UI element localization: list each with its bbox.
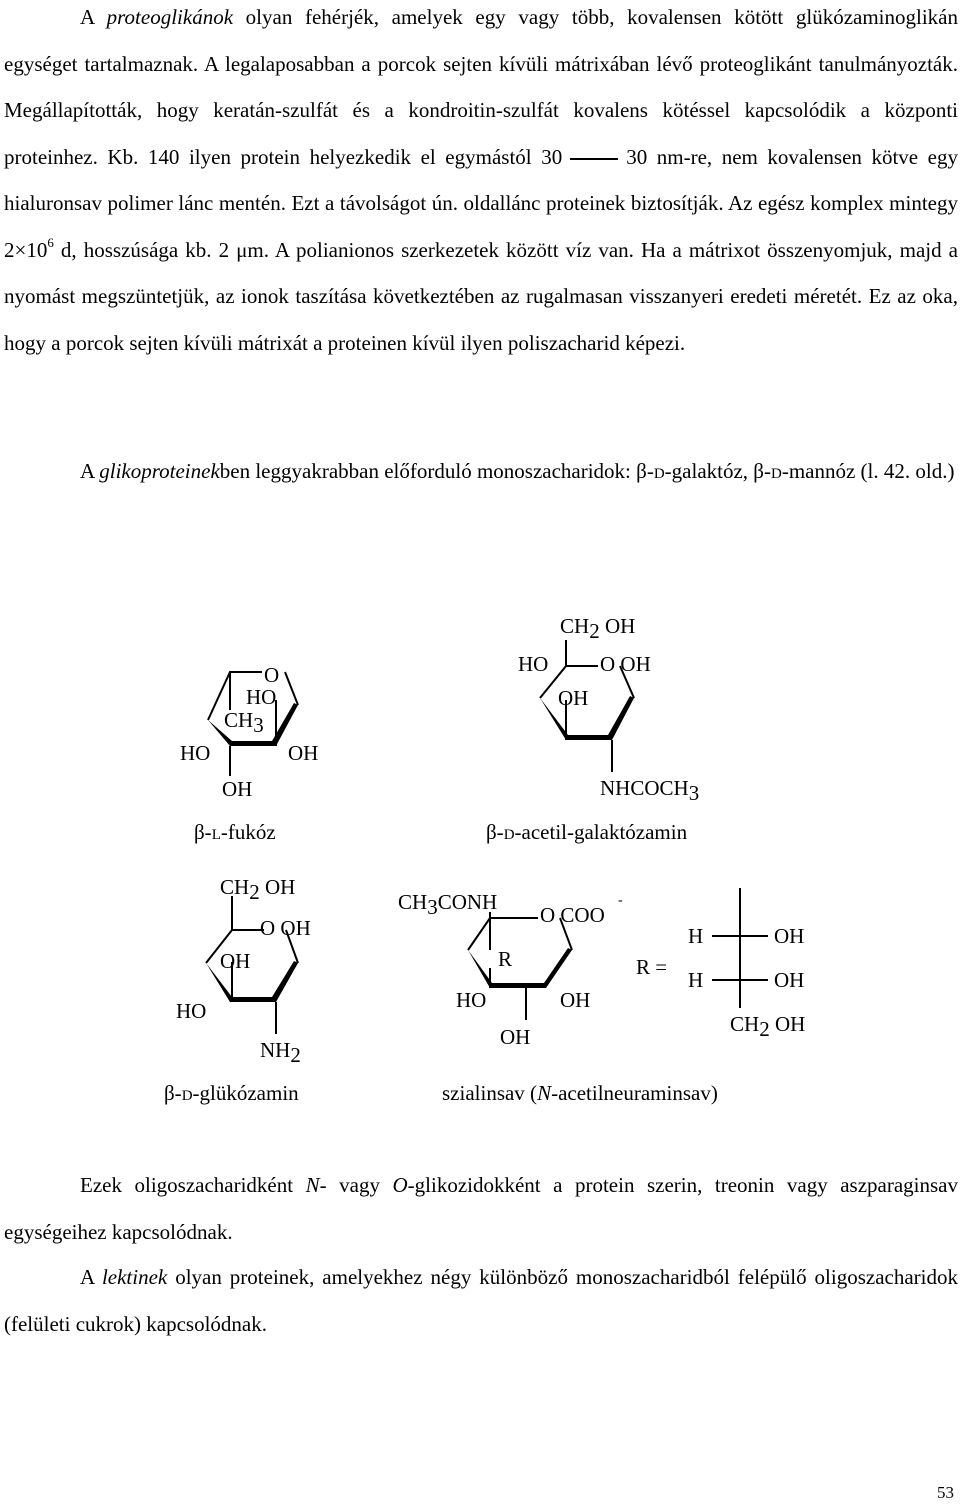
- hydrogen-label: H: [688, 924, 704, 948]
- glucosamine-structure: [164, 875, 311, 1105]
- text: ben leggyakrabban előforduló monoszacharidok: β-: [219, 459, 654, 483]
- fucose-structure: [180, 663, 318, 844]
- paragraph-lectins: [4, 1254, 958, 1347]
- ch2oh-label: CH2 OH: [730, 1012, 806, 1041]
- ring-oxygen-carboxylate: O COO: [540, 903, 605, 927]
- hydrogen-label: H: [688, 968, 704, 992]
- em-dash: [570, 158, 618, 160]
- hydroxyl-label: OH: [774, 924, 805, 948]
- paragraph-proteoglycans: [4, 0, 958, 366]
- r-group-structure: [636, 888, 805, 1041]
- term-proteoglycans: proteoglikánok: [106, 5, 234, 29]
- text: A: [80, 5, 107, 29]
- fucose-caption: β-L-fukóz: [194, 820, 276, 844]
- hydroxyl-label: OH: [774, 968, 805, 992]
- galnac-caption: β-D-acetil-galaktózamin: [486, 820, 688, 844]
- ch2oh-label: CH2 OH: [560, 614, 636, 643]
- r-group-label: R: [498, 947, 513, 971]
- ring-oxygen: O: [264, 663, 280, 687]
- text: -mannóz (l. 42. old.): [781, 459, 955, 483]
- text: A: [80, 1265, 102, 1289]
- text: Ezek oligoszacharidként: [80, 1173, 306, 1197]
- small-caps-d: D: [770, 466, 782, 482]
- paragraph-glycoproteins: [4, 448, 958, 498]
- text: 30 nm-re, nem kovalensen kötve egy hialuronsav polimer lánc mentén. Ezt a távolságot ún. oldallánc proteinek biztosítják. Az egész komplex mintegy 2×10: [4, 144, 958, 262]
- hydroxyl-label: OH: [288, 741, 319, 765]
- acetamido-label: CH3CONH: [398, 890, 498, 919]
- hydroxyl-label: OH: [558, 686, 589, 710]
- text: -glikozidokként a protein szerin, treonin vagy aszparaginsav egységeihez kapcsolódnak.: [4, 1173, 958, 1244]
- text: A: [80, 459, 100, 483]
- text: - vagy: [319, 1173, 393, 1197]
- page-number: 53: [937, 1483, 954, 1502]
- acetamido-label: NHCOCH3: [600, 776, 700, 805]
- italic-o: O: [392, 1173, 408, 1197]
- hydroxyl-label: OH: [220, 949, 251, 973]
- term-lectins: lektinek: [101, 1265, 168, 1289]
- hydroxyl-label: HO: [456, 988, 487, 1012]
- exponent: 6: [47, 234, 54, 250]
- hydroxyl-label: HO: [176, 999, 207, 1023]
- hydroxyl-label: OH: [500, 1025, 531, 1049]
- text: olyan fehérjék, amelyek egy vagy több, kovalensen kötött glükózaminoglikán egységet tartalmaznak. A legalaposabban a porcok sejten kívüli mátrixában lévő proteoglikánt tanulmányozták. Megállapították, hogy keratán-szulfát és a kondroitin-szulfát kovalens kötéssel kapcsolódik a központi proteinhez. Kb. 140 ilyen protein helyezkedik el egymástól 30: [4, 5, 958, 169]
- term-glycoproteins: glikoproteinek: [99, 459, 220, 483]
- ch2oh-label: CH2 OH: [220, 875, 296, 904]
- hydroxyl-label: OH: [222, 777, 253, 801]
- text: olyan proteinek, amelyekhez négy különböző monoszacharidból felépülő oligoszacharidok (felületi cukrok) kapcsolódnak.: [4, 1265, 958, 1336]
- hydroxyl-label: OH: [560, 988, 591, 1012]
- hydroxyl-label: HO: [518, 652, 549, 676]
- small-caps-d: D: [653, 466, 665, 482]
- text: -galaktóz, β-: [664, 459, 771, 483]
- ring-oxygen-hydroxyl: O OH: [260, 916, 311, 940]
- hydroxyl-label: HO: [246, 685, 277, 709]
- paragraph-glycosides: [4, 1162, 958, 1255]
- sialic-acid-caption: szialinsav (N-acetilneuraminsav): [442, 1081, 718, 1105]
- hydroxyl-label: HO: [180, 741, 211, 765]
- amino-label: NH2: [260, 1038, 301, 1067]
- italic-n: N: [305, 1173, 320, 1197]
- ring-oxygen-hydroxyl: O OH: [600, 652, 651, 676]
- text: d, hosszúsága kb. 2 μm. A polianionos szerkezetek között víz van. Ha a mátrixot összenyomjuk, majd a nyomást megszüntetjük, az ionok taszítása következtében az rugalmasan visszanyeri eredeti méretét. Ez az oka, hogy a porcok sejten kívüli mátrixát a proteinen kívül ilyen poliszacharid képezi.: [4, 237, 958, 355]
- glucosamine-caption: β-D-glükózamin: [164, 1081, 299, 1105]
- sialic-acid-structure: [398, 890, 718, 1105]
- r-equals-label: R =: [636, 955, 668, 979]
- galnac-structure: [486, 614, 699, 844]
- monosaccharide-structures-figure: [0, 600, 960, 1120]
- methyl-label: CH3: [224, 708, 264, 737]
- negative-charge: -: [618, 893, 623, 908]
